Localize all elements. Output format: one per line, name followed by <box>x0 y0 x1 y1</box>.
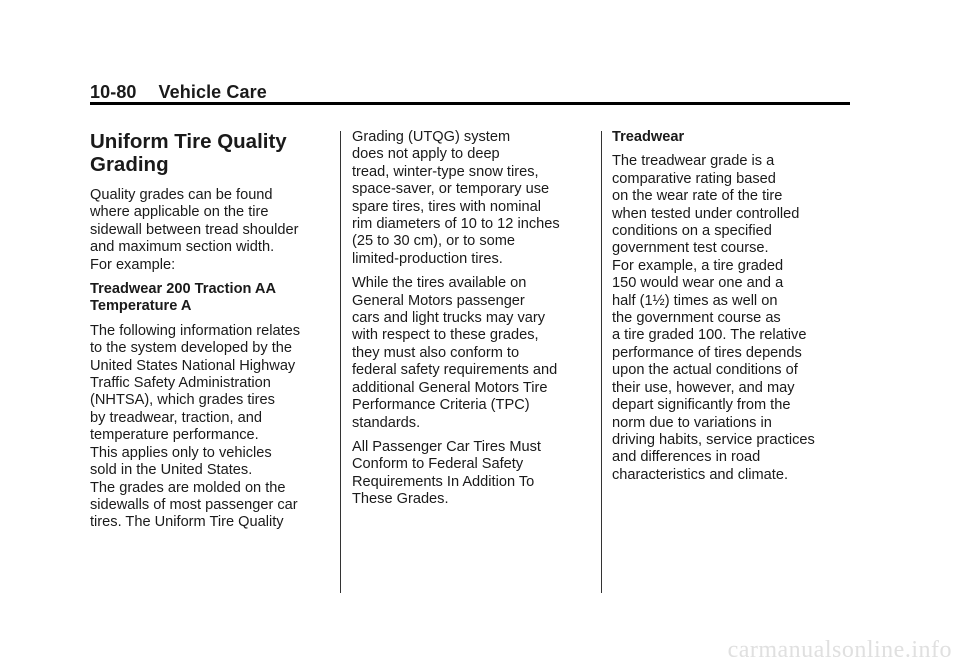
text-line: characteristics and climate. <box>612 466 789 483</box>
page-header <box>90 82 267 103</box>
heading-line: Grading <box>90 153 169 176</box>
text-line: (NHTSA), which grades tires <box>90 392 275 409</box>
text-line: to the system developed by the <box>90 340 293 357</box>
column-2 <box>352 129 590 516</box>
text-line: half (1½) times as well on <box>612 292 778 309</box>
text-line: federal safety requirements and <box>352 362 558 379</box>
text-line: space-saver, or temporary use <box>352 181 550 198</box>
text-line: their use, however, and may <box>612 379 795 396</box>
text-line: on the wear rate of the tire <box>612 188 783 205</box>
text-line: standards. <box>352 414 421 431</box>
text-line: where applicable on the tire <box>90 204 269 221</box>
watermark: carmanualsonline.info <box>727 637 952 663</box>
column-divider-1 <box>340 131 341 593</box>
text-line: General Motors passenger <box>352 292 525 309</box>
paragraph-federal-safety <box>352 439 590 509</box>
text-line: Traffic Safety Administration <box>90 375 271 392</box>
paragraph-gm-tires <box>352 275 590 432</box>
section-title: Vehicle Care <box>158 82 267 102</box>
text-line: government test course. <box>612 240 769 257</box>
text-line: The grades are molded on the <box>90 479 286 496</box>
text-line: Treadwear 200 Traction AA <box>90 281 277 298</box>
text-line: This applies only to vehicles <box>90 444 272 461</box>
text-line: norm due to variations in <box>612 414 772 431</box>
text-line: Quality grades can be found <box>90 187 273 203</box>
text-line: The following information relates <box>90 322 301 339</box>
text-line: United States National Highway <box>90 357 296 374</box>
text-line: sidewall between tread shoulder <box>90 221 299 238</box>
text-line: tread, winter-type snow tires, <box>352 163 539 180</box>
text-line: with respect to these grades, <box>352 327 539 344</box>
text-line: temperature performance. <box>90 427 259 444</box>
text-line: cars and light trucks may vary <box>352 310 546 327</box>
text-line: depart significantly from the <box>612 397 791 414</box>
text-line: and differences in road <box>612 449 761 466</box>
paragraph-utqg-info <box>90 323 330 532</box>
text-line: While the tires available on <box>352 275 527 292</box>
column-3 <box>612 129 852 491</box>
text-line: All Passenger Car Tires Must <box>352 438 541 455</box>
text-line: tires. The Uniform Tire Quality <box>90 514 284 531</box>
column-1 <box>90 130 330 539</box>
text-line: driving habits, service practices <box>612 431 815 448</box>
heading-line: Uniform Tire Quality <box>90 130 287 153</box>
text-line: they must also conform to <box>352 344 520 361</box>
text-line: conditions on a specified <box>612 223 772 240</box>
text-line: The treadwear grade is a <box>612 153 775 170</box>
text-line: Conform to Federal Safety <box>352 456 524 473</box>
paragraph-intro <box>90 187 330 274</box>
section-heading <box>90 130 290 176</box>
text-line: (25 to 30 cm), or to some <box>352 233 516 250</box>
text-line: upon the actual conditions of <box>612 362 798 379</box>
text-line: comparative rating based <box>612 170 776 187</box>
text-line: when tested under controlled <box>612 205 800 222</box>
text-line: Temperature A <box>90 298 192 315</box>
text-line: additional General Motors Tire <box>352 379 548 396</box>
column-divider-2 <box>601 131 602 593</box>
text-line: 150 would wear one and a <box>612 275 784 292</box>
text-line: Requirements In Addition To <box>352 473 535 490</box>
text-line: sold in the United States. <box>90 462 253 479</box>
text-line: Performance Criteria (TPC) <box>352 397 530 414</box>
text-line: Grading (UTQG) system <box>352 129 511 145</box>
header-rule <box>90 102 850 105</box>
text-line: rim diameters of 10 to 12 inches <box>352 216 560 233</box>
paragraph-treadwear <box>612 153 852 484</box>
text-line: the government course as <box>612 310 781 327</box>
text-line: limited-production tires. <box>352 250 503 267</box>
text-line: a tire graded 100. The relative <box>612 327 807 344</box>
text-line: performance of tires depends <box>612 344 802 361</box>
text-line: For example: <box>90 256 176 273</box>
text-line: These Grades. <box>352 491 449 508</box>
text-line: by treadwear, traction, and <box>90 409 262 426</box>
page-number: 10-80 <box>90 82 137 102</box>
text-line: does not apply to deep <box>352 146 500 163</box>
treadwear-heading: Treadwear <box>612 129 685 145</box>
text-line: For example, a tire graded <box>612 257 784 274</box>
text-line: sidewalls of most passenger car <box>90 496 298 513</box>
text-line: spare tires, tires with nominal <box>352 198 541 215</box>
grade-example <box>90 281 330 316</box>
text-line: and maximum section width. <box>90 239 275 256</box>
paragraph-exclusions <box>352 129 590 268</box>
